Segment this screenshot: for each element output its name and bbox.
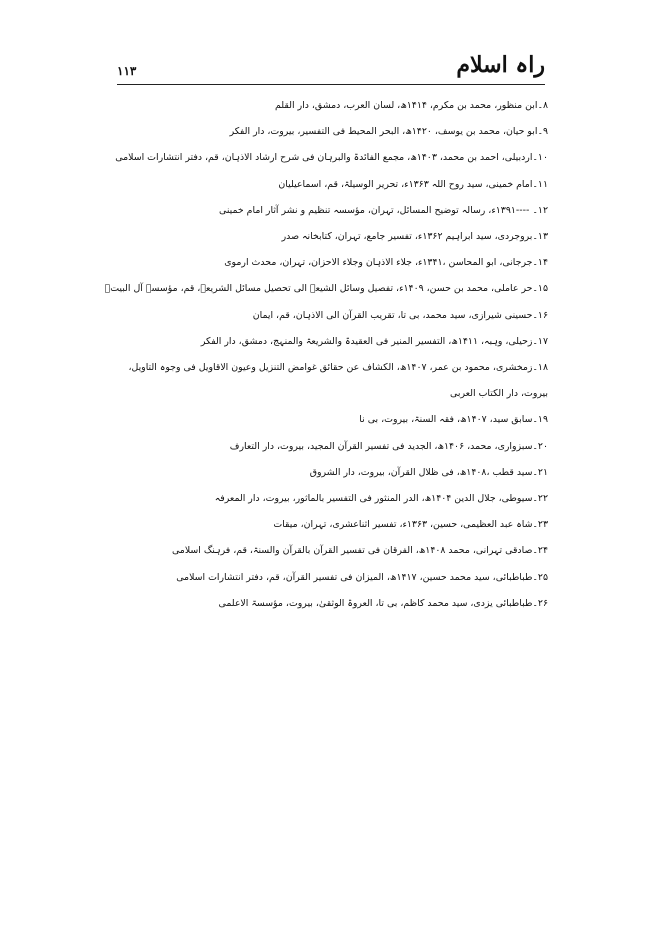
reference-item: ۸۔ابن منظور، محمد بن مکرم، ۱۴۱۴ھ، لسان العرب، دمشق، دار القلم <box>275 100 548 111</box>
page-number: ۱۱۳ <box>117 64 137 78</box>
reference-item: ۱۹۔سابق سید، ۱۴۰۷ھ، فقہ السنۃ، بیروت، بی نا <box>359 414 548 426</box>
reference-item: ۱۴۔جرجانی، ابو المحاسن ،۱۳۴۱ء، جلاء الاذہان وجلاء الاحزان، تہران، محدث ارموی <box>224 257 548 269</box>
header-rule <box>117 84 545 85</box>
reference-item: ۲۴۔صادقی تہرانی، محمد ۱۴۰۸ھ، الفرقان فی تفسیر القرآن بالقرآن والسنۃ، قم، فرہنگ اسلامی <box>171 545 548 557</box>
reference-item: ۱۷۔زحیلی، وہبہ، ۱۴۱۱ھ، التفسیر المنیر فی العقیدۃ والشریعۃ والمنہج، دمشق، دار الفکر <box>200 335 548 347</box>
reference-item: ۲۵۔طباطبائی، سید محمد حسین، ۱۴۱۷ھ، المیزان فی تفسیر القرآن، قم، دفتر انتشارات اسلامی <box>176 571 548 583</box>
reference-item: ۲۰۔سبزواری، محمد، ۱۴۰۶ھ، الجدید فی تفسیر القرآن المجید، بیروت، دار التعارف <box>229 440 548 452</box>
reference-item: ۲۳۔شاہ عبد العظیمی، حسین، ۱۳۶۳ء، تفسیر اثناعشری، تہران، میقات <box>273 519 548 531</box>
reference-item: ۱۲۔ ----۱۳۹۱ء، رسالہ توضیح المسائل، تہران، مؤسسہ تنظیم و نشر آثار امام خمینی <box>219 204 548 216</box>
reference-item: ۱۶۔حسینی شیرازی، سید محمد، بی تا، تقریب القرآن الی الاذہان، قم، ایمان <box>252 309 548 321</box>
reference-list <box>100 93 548 617</box>
reference-item: ۹۔ابو حیان، محمد بن یوسف، ۱۴۲۰ھ، البحر المحیط فی التفسیر، بیروت، دار الفکر <box>229 126 548 138</box>
reference-item: ۱۵۔حر عاملی، محمد بن حسن، ۱۴۰۹ء، تفصیل وسائل الشیعۃ الی تحصیل مسائل الشریعۃ، قم، مؤسسہ آل البیتؑ <box>104 283 548 295</box>
reference-item: ۲۲۔سیوطی، جلال الدین ۱۴۰۴ھ، الدر المنثور فی التفسیر بالماثور، بیروت، دار المعرفہ <box>214 493 548 505</box>
reference-item: ۱۸۔زمخشری، محمود بن عمر، ۱۴۰۷ھ، الکشاف عن حقائق غوامض التنزیل وعیون الاقاویل فی وجوہ التاویل، بیروت، دار الکتاب العربی <box>128 362 548 400</box>
journal-title: راہ اسلام <box>456 52 545 78</box>
reference-item: ۱۱۔امام خمینی، سید روح اللہ ۱۳۶۳ء، تحریر الوسیلۃ، قم، اسماعیلیان <box>278 178 548 190</box>
page-header <box>117 50 545 86</box>
reference-item: ۱۳۔بروجردی، سید ابراہیم ۱۳۶۲ء، تفسیر جامع، تہران، کتابخانہ صدر <box>281 231 548 243</box>
reference-item: ۲۱۔سید قطب ،۱۴۰۸ھ، فی ظلال القرآن، بیروت، دار الشروق <box>309 466 548 478</box>
reference-item: ۲۶۔طباطبائی یزدی، سید محمد کاظم، بی تا، العروۃ الوثقیٰ، بیروت، مؤسسۃ الاعلمی <box>218 597 548 609</box>
reference-item: ۱۰۔اردبیلی، احمد بن محمد، ۱۴۰۳ھ، مجمع الفائدۃ والبرہان فی شرح ارشاد الاذہان، قم، دفتر انتشارات اسلامی <box>115 152 548 164</box>
